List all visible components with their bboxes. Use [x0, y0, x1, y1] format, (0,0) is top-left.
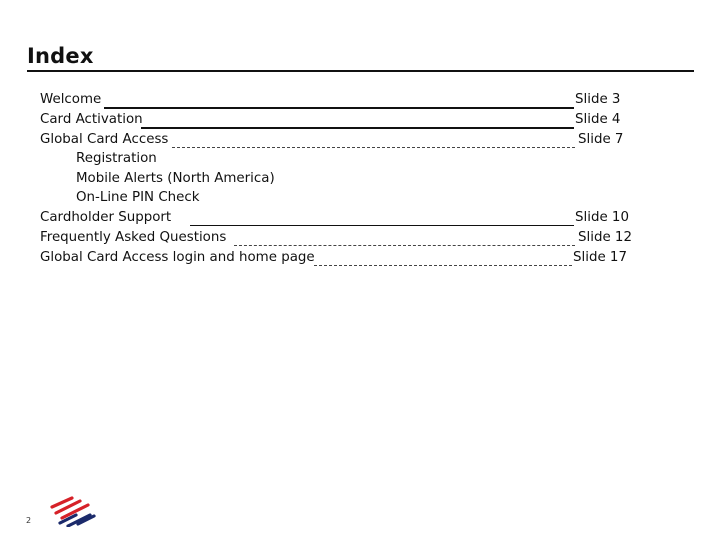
toc-entry-label: Frequently Asked Questions: [40, 230, 227, 245]
toc-entry-label: Cardholder Support: [40, 210, 172, 225]
toc-entry-slide: Slide 4: [575, 112, 621, 127]
toc-entry-slide: Slide 7: [578, 132, 624, 147]
leader-line: [172, 147, 575, 148]
title-divider: [27, 70, 694, 72]
page-title: Index: [27, 44, 94, 68]
toc-entry-slide: Slide 12: [578, 230, 632, 245]
page-number: 2: [26, 516, 32, 525]
toc-entry-login-home: [40, 250, 660, 270]
toc-entry-label: Global Card Access login and home page: [40, 250, 315, 265]
toc-subentry-mobile-alerts: Mobile Alerts (North America): [76, 171, 275, 186]
toc-entry-slide: Slide 10: [575, 210, 629, 225]
toc-entry-welcome: [40, 92, 660, 112]
toc-entry-slide: Slide 17: [573, 250, 627, 265]
bank-logo-icon: [50, 495, 96, 527]
leader-line: [190, 225, 574, 226]
toc-entry-label: Welcome: [40, 92, 102, 107]
toc-entry-cardholder-support: [40, 210, 660, 230]
leader-line: [104, 107, 574, 109]
leader-line: [314, 265, 572, 266]
toc-entry-faq: [40, 230, 660, 250]
toc-entry-label: Card Activation: [40, 112, 143, 127]
toc-entry-slide: Slide 3: [575, 92, 621, 107]
toc-entry-label: Global Card Access: [40, 132, 169, 147]
leader-line: [141, 127, 574, 129]
toc-entry-global-card-access: [40, 132, 660, 152]
toc-entry-card-activation: [40, 112, 660, 132]
leader-line: [234, 245, 575, 246]
toc-subentry-online-pin-check: On-Line PIN Check: [76, 190, 200, 205]
toc-subentry-registration: Registration: [76, 151, 157, 166]
